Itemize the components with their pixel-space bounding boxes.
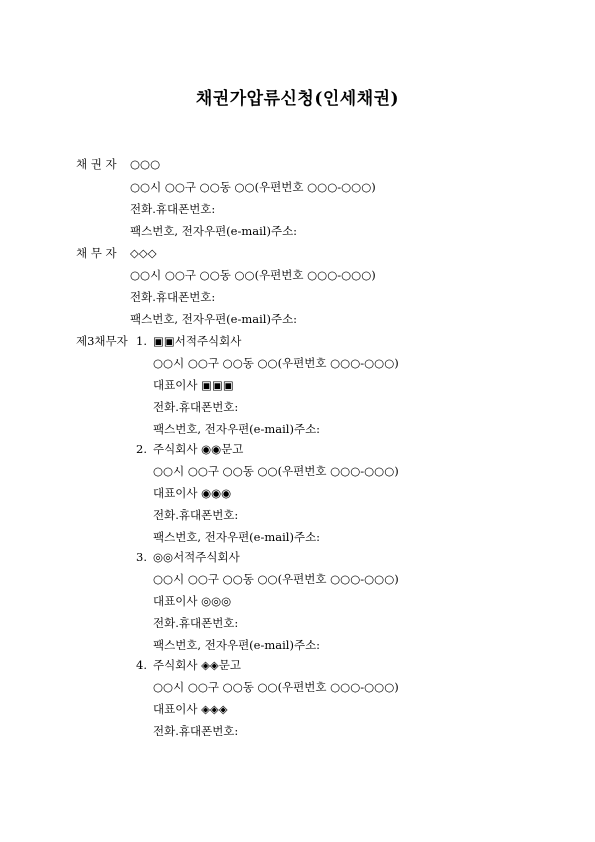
third-debtor-2-number: 2. — [136, 442, 147, 456]
third-debtor-3-fax-email: 팩스번호, 전자우편(e-mail)주소: — [153, 638, 321, 652]
creditor-fax-email: 팩스번호, 전자우편(e-mail)주소: — [130, 224, 298, 238]
debtor-name: ◇◇◇ — [130, 246, 157, 260]
creditor-name: ○○○ — [130, 157, 161, 171]
third-debtor-3-address: ○○시 ○○구 ○○동 ○○(우편번호 ○○○-○○○) — [153, 572, 399, 586]
third-debtor-4-representative: 대표이사 ◈◈◈ — [153, 702, 228, 716]
third-debtor-2-phone: 전화.휴대폰번호: — [153, 508, 239, 522]
third-debtor-1-representative: 대표이사 ▣▣▣ — [153, 378, 234, 392]
third-debtor-2-name: 주식회사 ◉◉문고 — [153, 442, 244, 456]
third-debtor-4-address: ○○시 ○○구 ○○동 ○○(우편번호 ○○○-○○○) — [153, 680, 399, 694]
third-debtor-1-number: 1. — [136, 334, 147, 348]
third-debtor-1-name: ▣▣서적주식회사 — [153, 334, 242, 348]
creditor-phone: 전화.휴대폰번호: — [130, 202, 216, 216]
debtor-fax-email: 팩스번호, 전자우편(e-mail)주소: — [130, 312, 298, 326]
creditor-label: 채 권 자 — [76, 157, 117, 171]
third-debtor-1-fax-email: 팩스번호, 전자우편(e-mail)주소: — [153, 422, 321, 436]
third-debtor-4-number: 4. — [136, 658, 147, 672]
debtor-address: ○○시 ○○구 ○○동 ○○(우편번호 ○○○-○○○) — [130, 268, 376, 282]
third-debtor-4-phone: 전화.휴대폰번호: — [153, 724, 239, 738]
debtor-phone: 전화.휴대폰번호: — [130, 290, 216, 304]
third-debtor-4-name: 주식회사 ◈◈문고 — [153, 658, 241, 672]
third-debtor-3-phone: 전화.휴대폰번호: — [153, 616, 239, 630]
creditor-address: ○○시 ○○구 ○○동 ○○(우편번호 ○○○-○○○) — [130, 180, 376, 194]
document-title: 채권가압류신청(인세채권) — [195, 89, 400, 109]
third-debtor-2-fax-email: 팩스번호, 전자우편(e-mail)주소: — [153, 530, 321, 544]
third-debtor-1-address: ○○시 ○○구 ○○동 ○○(우편번호 ○○○-○○○) — [153, 356, 399, 370]
third-debtor-3-name: ◎◎서적주식회사 — [153, 550, 240, 564]
debtor-label: 채 무 자 — [76, 246, 117, 260]
third-debtor-label: 제3채무자 — [76, 334, 128, 348]
third-debtor-3-number: 3. — [136, 550, 147, 564]
third-debtor-3-representative: 대표이사 ◎◎◎ — [153, 594, 232, 608]
third-debtor-2-address: ○○시 ○○구 ○○동 ○○(우편번호 ○○○-○○○) — [153, 464, 399, 478]
third-debtor-1-phone: 전화.휴대폰번호: — [153, 400, 239, 414]
third-debtor-2-representative: 대표이사 ◉◉◉ — [153, 486, 232, 500]
